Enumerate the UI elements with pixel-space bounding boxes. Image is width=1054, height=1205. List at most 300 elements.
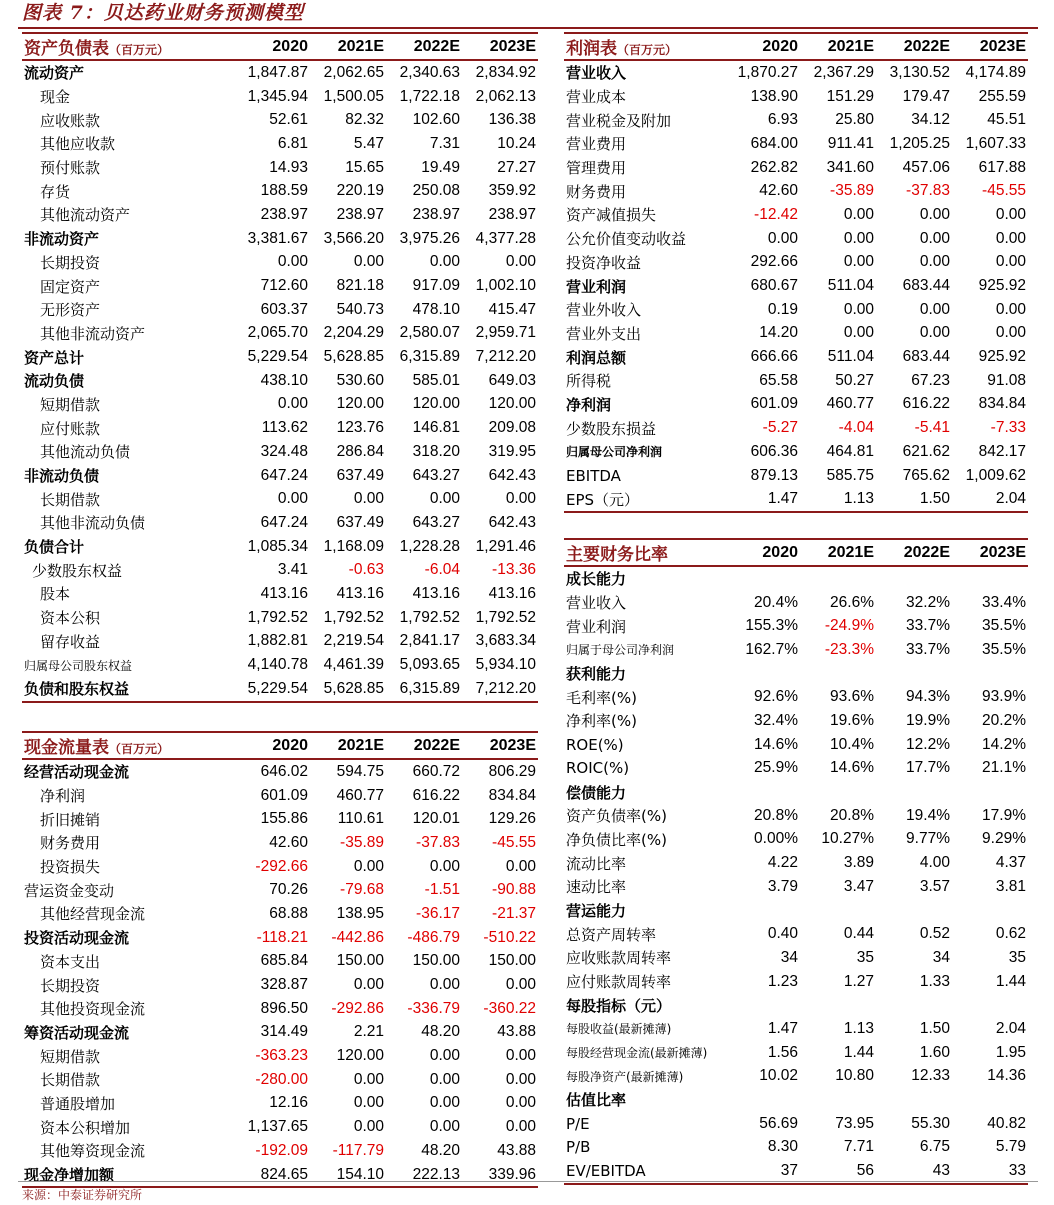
cell-value: 15.65 bbox=[345, 158, 384, 176]
table-row bbox=[564, 970, 1028, 994]
cell-value: 2.21 bbox=[353, 1023, 384, 1041]
table-row bbox=[22, 855, 538, 879]
cell-value: 14.6% bbox=[830, 759, 874, 777]
cell-value: 0.00 bbox=[919, 229, 950, 247]
year-header: 2020 bbox=[724, 33, 800, 60]
cell-value: 33 bbox=[952, 1159, 1028, 1184]
table-row bbox=[564, 227, 1028, 251]
table-row bbox=[564, 322, 1028, 346]
cell-value: 2.04 bbox=[952, 487, 1028, 512]
financial-ratios-table bbox=[564, 538, 1028, 1185]
cell-value bbox=[876, 662, 952, 686]
cell-value bbox=[800, 899, 876, 923]
cell-value: 1,500.05 bbox=[323, 87, 384, 105]
table-row bbox=[22, 558, 538, 582]
year-header: 2020 bbox=[234, 33, 310, 60]
cell-value: 209.08 bbox=[488, 419, 536, 437]
row-label: 营业外收入 bbox=[566, 301, 642, 320]
source-note: 来源：中泰证券研究所 bbox=[22, 1188, 143, 1202]
cell-value: 67.23 bbox=[911, 371, 950, 389]
cell-value: 43.88 bbox=[497, 1023, 536, 1041]
cell-value: 2,219.54 bbox=[323, 632, 384, 650]
cell-value: 154.10 bbox=[310, 1163, 386, 1188]
table-row bbox=[22, 535, 538, 559]
cell-value: 113.62 bbox=[261, 419, 308, 437]
table-row bbox=[564, 780, 1028, 804]
row-label: 营运资金变动 bbox=[24, 881, 115, 900]
cell-value: 7.71 bbox=[843, 1138, 874, 1156]
cell-value: 102.60 bbox=[412, 111, 460, 129]
cell-value bbox=[876, 993, 952, 1017]
cell-value: 1.50 bbox=[876, 487, 952, 512]
cell-value: 0.19 bbox=[767, 300, 798, 318]
year-header: 2023E bbox=[952, 33, 1028, 60]
cell-value bbox=[876, 899, 952, 923]
table-row bbox=[22, 973, 538, 997]
row-label: 长期投资 bbox=[40, 976, 101, 995]
cell-value: 925.92 bbox=[978, 277, 1026, 295]
row-label: 短期借款 bbox=[40, 395, 101, 414]
cell-value: 649.03 bbox=[488, 371, 536, 389]
cell-value: 286.84 bbox=[336, 442, 384, 460]
cell-value: 50.27 bbox=[835, 371, 874, 389]
row-label: 其他投资现金流 bbox=[40, 1000, 146, 1019]
row-label: 少数股东权益 bbox=[32, 561, 123, 580]
cell-value: 179.47 bbox=[902, 87, 950, 105]
table-row bbox=[564, 85, 1028, 109]
cell-value: 646.02 bbox=[260, 762, 308, 780]
table-row bbox=[22, 997, 538, 1021]
cell-value: 55.30 bbox=[911, 1114, 950, 1132]
cell-value: -79.68 bbox=[340, 881, 384, 899]
cell-value: 2,841.17 bbox=[399, 632, 460, 650]
row-label: 资产负债率(%) bbox=[566, 807, 667, 826]
cell-value: -13.36 bbox=[492, 561, 536, 579]
cell-value: 7,212.20 bbox=[462, 677, 538, 702]
cell-value: 0.00 bbox=[505, 857, 536, 875]
cell-value: -280.00 bbox=[255, 1070, 308, 1088]
cell-value: -37.83 bbox=[906, 182, 950, 200]
cell-value: 314.49 bbox=[260, 1023, 308, 1041]
row-label: 总资产周转率 bbox=[566, 925, 657, 944]
cell-value: 20.4% bbox=[754, 593, 798, 611]
cell-value: -360.22 bbox=[483, 999, 536, 1017]
cell-value: 73.95 bbox=[835, 1114, 874, 1132]
row-label: 每股经营现金流(最新摊薄) bbox=[566, 1046, 708, 1061]
row-label: 利润总额 bbox=[566, 348, 627, 367]
cell-value: 0.00 bbox=[505, 253, 536, 271]
cell-value: 1.60 bbox=[919, 1043, 950, 1061]
row-label: EV/EBITDA bbox=[564, 1159, 724, 1184]
cell-value: 2,062.13 bbox=[475, 87, 536, 105]
cell-value: -442.86 bbox=[331, 928, 384, 946]
year-header: 2022E bbox=[876, 539, 952, 566]
cell-value: 20.8% bbox=[754, 806, 798, 824]
cell-value: -292.86 bbox=[331, 999, 384, 1017]
cell-value: 0.00 bbox=[353, 1094, 384, 1112]
cell-value: 42.60 bbox=[269, 833, 308, 851]
cell-value: 10.02 bbox=[759, 1067, 798, 1085]
cell-value: 93.6% bbox=[830, 688, 874, 706]
cell-value: 92.6% bbox=[754, 688, 798, 706]
row-label: 营业收入 bbox=[566, 64, 627, 83]
table-row bbox=[564, 440, 1028, 464]
cell-value: 0.00 bbox=[843, 205, 874, 223]
cell-value: 616.22 bbox=[902, 395, 950, 413]
cell-value: 0.00 bbox=[353, 857, 384, 875]
unit-label: （百万元） bbox=[109, 742, 170, 756]
cell-value bbox=[876, 1088, 952, 1112]
row-label: 归属母公司净利润 bbox=[566, 445, 663, 460]
cell-value: 660.72 bbox=[412, 762, 460, 780]
cell-value: 464.81 bbox=[826, 442, 874, 460]
cell-value: 120.01 bbox=[412, 810, 460, 828]
table-row bbox=[22, 902, 538, 926]
cell-value: 20.2% bbox=[982, 711, 1026, 729]
cell-value: 1,882.81 bbox=[247, 632, 308, 650]
table-row bbox=[22, 606, 538, 630]
row-label: 每股净资产(最新摊薄) bbox=[566, 1069, 684, 1084]
row-label: 所得税 bbox=[566, 372, 612, 391]
table-row bbox=[22, 156, 538, 180]
year-header: 2020 bbox=[234, 732, 310, 759]
cell-value: -7.33 bbox=[990, 419, 1026, 437]
cell-value bbox=[800, 780, 876, 804]
row-label: 每股指标（元） bbox=[566, 996, 672, 1015]
cell-value: 1,792.52 bbox=[247, 608, 308, 626]
cell-value: 530.60 bbox=[336, 371, 384, 389]
table-row bbox=[564, 393, 1028, 417]
cell-value: 2,367.29 bbox=[813, 63, 874, 81]
cell-value: 0.00 bbox=[429, 490, 460, 508]
title-rule bbox=[18, 27, 1038, 29]
cell-value: -37.83 bbox=[416, 833, 460, 851]
row-label: 经营活动现金流 bbox=[24, 763, 130, 782]
cell-value: 65.58 bbox=[759, 371, 798, 389]
year-header: 2022E bbox=[876, 33, 952, 60]
cell-value: 91.08 bbox=[987, 371, 1026, 389]
cell-value: -6.04 bbox=[424, 561, 460, 579]
cell-value: 511.04 bbox=[827, 348, 874, 366]
cell-value: 1.13 bbox=[843, 1019, 874, 1037]
row-label: 股本 bbox=[40, 585, 71, 604]
table-row bbox=[22, 582, 538, 606]
table-row bbox=[564, 345, 1028, 369]
cell-value bbox=[952, 899, 1028, 923]
cell-value: 19.9% bbox=[906, 711, 950, 729]
cell-value: 341.60 bbox=[826, 158, 874, 176]
cell-value: 603.37 bbox=[260, 300, 308, 318]
cell-value: 842.17 bbox=[978, 442, 1026, 460]
cell-value: 4.00 bbox=[919, 854, 950, 872]
cell-value: 765.62 bbox=[902, 466, 950, 484]
cell-value: 585.01 bbox=[412, 371, 460, 389]
row-label: ROE(%) bbox=[566, 735, 624, 754]
table-row bbox=[22, 511, 538, 535]
cell-value: -363.23 bbox=[255, 1047, 308, 1065]
table-row bbox=[564, 899, 1028, 923]
cell-value: 4,140.78 bbox=[247, 656, 308, 674]
cell-value: 1,607.33 bbox=[965, 134, 1026, 152]
cell-value: 0.00 bbox=[995, 300, 1026, 318]
row-label: 其他流动资产 bbox=[40, 206, 131, 225]
cell-value: 238.97 bbox=[336, 205, 384, 223]
cell-value: 9.29% bbox=[982, 830, 1026, 848]
table-row bbox=[22, 950, 538, 974]
source-rule bbox=[18, 1181, 1038, 1182]
cell-value: 5.47 bbox=[353, 134, 384, 152]
table-row bbox=[564, 591, 1028, 615]
table-row bbox=[564, 298, 1028, 322]
cell-value: 0.00 bbox=[919, 253, 950, 271]
cell-value: -117.79 bbox=[332, 1141, 384, 1159]
cell-value: 821.18 bbox=[336, 277, 384, 295]
row-label: 现金 bbox=[40, 88, 71, 107]
cell-value: 1.95 bbox=[995, 1043, 1026, 1061]
cell-value: 9.77% bbox=[906, 830, 950, 848]
cell-value: 32.2% bbox=[906, 593, 950, 611]
table-row bbox=[22, 416, 538, 440]
cell-value: 0.00 bbox=[505, 1070, 536, 1088]
year-header: 2023E bbox=[952, 539, 1028, 566]
table-row bbox=[564, 251, 1028, 275]
table-row bbox=[564, 662, 1028, 686]
table-row bbox=[22, 1163, 538, 1188]
cell-value: 19.6% bbox=[830, 711, 874, 729]
cell-value: 1.44 bbox=[843, 1043, 874, 1061]
cell-value bbox=[724, 1088, 800, 1112]
cell-value: 438.10 bbox=[260, 371, 308, 389]
cell-value: 478.10 bbox=[412, 300, 460, 318]
table-row bbox=[564, 566, 1028, 591]
cell-value: 594.75 bbox=[336, 762, 384, 780]
cell-value: 1,345.94 bbox=[247, 87, 308, 105]
cell-value: 457.06 bbox=[902, 158, 950, 176]
table-row bbox=[564, 733, 1028, 757]
row-label: 筹资活动现金流 bbox=[24, 1023, 130, 1042]
cell-value: 7,212.20 bbox=[475, 348, 536, 366]
row-label: 留存收益 bbox=[40, 632, 101, 651]
table-row bbox=[22, 464, 538, 488]
table-row bbox=[564, 828, 1028, 852]
cell-value: 129.26 bbox=[488, 810, 536, 828]
row-label: 偿债能力 bbox=[566, 783, 627, 802]
cell-value: 911.41 bbox=[827, 134, 874, 152]
cell-value: 70.26 bbox=[269, 881, 308, 899]
cell-value: 3.41 bbox=[277, 561, 308, 579]
cell-value: 136.38 bbox=[488, 111, 536, 129]
cell-value: 318.20 bbox=[412, 442, 460, 460]
cell-value: 643.27 bbox=[412, 513, 460, 531]
row-label: 应付账款 bbox=[40, 419, 101, 438]
cell-value bbox=[724, 566, 800, 591]
cell-value: 3.81 bbox=[995, 877, 1026, 895]
cell-value: 1,792.52 bbox=[399, 608, 460, 626]
cell-value: 1,870.27 bbox=[737, 63, 798, 81]
cell-value: 5,229.54 bbox=[234, 677, 310, 702]
cell-value: 151.29 bbox=[826, 87, 874, 105]
cell-value: 2,340.63 bbox=[399, 63, 460, 81]
row-label: 其他非流动资产 bbox=[40, 324, 146, 343]
cell-value: 3,975.26 bbox=[399, 229, 460, 247]
cell-value: 35.5% bbox=[982, 640, 1026, 658]
cell-value: 255.59 bbox=[978, 87, 1026, 105]
row-label: 其他经营现金流 bbox=[40, 905, 146, 924]
cell-value: 19.4% bbox=[906, 806, 950, 824]
cell-value: 48.20 bbox=[421, 1141, 460, 1159]
cell-value: 32.4% bbox=[754, 711, 798, 729]
row-label: 公允价值变动收益 bbox=[566, 230, 687, 249]
cell-value: 684.00 bbox=[750, 134, 798, 152]
cell-value: 0.00 bbox=[505, 1094, 536, 1112]
table-row bbox=[22, 108, 538, 132]
row-label: 折旧摊销 bbox=[40, 810, 101, 829]
cell-value: 0.00 bbox=[505, 490, 536, 508]
income-statement-table bbox=[564, 32, 1028, 513]
cell-value: 12.2% bbox=[906, 735, 950, 753]
cell-value: 1,722.18 bbox=[399, 87, 460, 105]
cell-value: 0.52 bbox=[919, 925, 950, 943]
cell-value: 2.04 bbox=[995, 1019, 1026, 1037]
cell-value: 0.00 bbox=[505, 1118, 536, 1136]
cell-value: 14.2% bbox=[982, 735, 1026, 753]
table-row bbox=[22, 926, 538, 950]
cell-value: 2,834.92 bbox=[475, 63, 536, 81]
cell-value: 683.44 bbox=[902, 277, 950, 295]
cell-value: 0.00 bbox=[353, 490, 384, 508]
cell-value: 6,315.89 bbox=[386, 677, 462, 702]
table-row bbox=[22, 784, 538, 808]
table-row bbox=[22, 1139, 538, 1163]
table-row bbox=[22, 878, 538, 902]
cell-value: -12.42 bbox=[754, 205, 798, 223]
cell-value: 806.29 bbox=[488, 762, 536, 780]
table-row bbox=[22, 1044, 538, 1068]
row-label: 估值比率 bbox=[566, 1091, 627, 1110]
year-header: 2021E bbox=[310, 732, 386, 759]
cell-value: 17.7% bbox=[906, 759, 950, 777]
row-label: 预付账款 bbox=[40, 159, 101, 178]
cell-value: 14.20 bbox=[759, 324, 798, 342]
cell-value: -5.41 bbox=[914, 419, 950, 437]
cell-value: 250.08 bbox=[412, 182, 460, 200]
cell-value: 7.31 bbox=[429, 134, 460, 152]
cell-value: 621.62 bbox=[902, 442, 950, 460]
table-row bbox=[22, 345, 538, 369]
table-row bbox=[564, 638, 1028, 662]
cell-value: -1.51 bbox=[424, 881, 460, 899]
cell-value: 21.1% bbox=[982, 759, 1026, 777]
cell-value: 0.00 bbox=[843, 300, 874, 318]
year-header: 2022E bbox=[386, 732, 462, 759]
row-label: 归属母公司股东权益 bbox=[24, 658, 133, 673]
cell-value: 34 bbox=[780, 948, 798, 966]
row-label: 获利能力 bbox=[566, 665, 627, 684]
table-title: 资产负债表 bbox=[24, 39, 109, 59]
cell-value: 120.00 bbox=[336, 1047, 384, 1065]
cell-value: 238.97 bbox=[412, 205, 460, 223]
cell-value: 42.60 bbox=[759, 182, 798, 200]
cell-value: 460.77 bbox=[336, 786, 384, 804]
table-row bbox=[564, 1041, 1028, 1065]
table-row bbox=[564, 875, 1028, 899]
cell-value bbox=[724, 993, 800, 1017]
cell-value: 460.77 bbox=[826, 395, 874, 413]
cell-value: 0.00 bbox=[429, 1070, 460, 1088]
table-row bbox=[22, 85, 538, 109]
cell-value: 4,377.28 bbox=[475, 229, 536, 247]
cell-value: 1,002.10 bbox=[475, 277, 536, 295]
cell-value bbox=[800, 1088, 876, 1112]
cell-value: 585.75 bbox=[826, 466, 874, 484]
cell-value: 511.04 bbox=[827, 277, 874, 295]
table-row bbox=[22, 1092, 538, 1116]
cell-value: 5,628.85 bbox=[323, 348, 384, 366]
cell-value: 10.27% bbox=[821, 830, 874, 848]
row-label: 净利率(%) bbox=[566, 712, 637, 731]
table-row bbox=[22, 322, 538, 346]
cell-value: -4.04 bbox=[838, 419, 874, 437]
cell-value: 1,228.28 bbox=[399, 537, 460, 555]
cell-value: 1.50 bbox=[919, 1019, 950, 1037]
cell-value: 637.49 bbox=[336, 513, 384, 531]
table-row bbox=[564, 804, 1028, 828]
cell-value: 33.7% bbox=[906, 617, 950, 635]
cell-value bbox=[724, 780, 800, 804]
cell-value: 0.40 bbox=[767, 925, 798, 943]
cell-value: 33.7% bbox=[906, 640, 950, 658]
cell-value: 155.86 bbox=[260, 810, 308, 828]
cell-value bbox=[800, 662, 876, 686]
cell-value: 1.56 bbox=[767, 1043, 798, 1061]
row-label: 长期借款 bbox=[40, 1071, 101, 1090]
row-label: 营运能力 bbox=[566, 901, 627, 920]
cell-value: 0.00 bbox=[277, 490, 308, 508]
row-label: 流动资产 bbox=[24, 64, 85, 83]
cell-value: 1.44 bbox=[995, 972, 1026, 990]
unit-label: （百万元） bbox=[109, 43, 170, 57]
cell-value: 6.75 bbox=[919, 1138, 950, 1156]
cell-value: 319.95 bbox=[488, 442, 536, 460]
cell-value: 1.27 bbox=[843, 972, 874, 990]
row-label: 资产总计 bbox=[24, 348, 85, 367]
cell-value: 155.3% bbox=[745, 617, 798, 635]
cell-value: 0.00 bbox=[995, 205, 1026, 223]
cell-value: 1,085.34 bbox=[247, 537, 308, 555]
cell-value: 834.84 bbox=[978, 395, 1026, 413]
cell-value: 824.65 bbox=[234, 1163, 310, 1188]
cell-value: 647.24 bbox=[260, 513, 308, 531]
cell-value: -45.55 bbox=[492, 833, 536, 851]
cell-value: 14.36 bbox=[987, 1067, 1026, 1085]
cell-value: 34 bbox=[932, 948, 950, 966]
cell-value: 2,959.71 bbox=[475, 324, 536, 342]
cell-value: 162.7% bbox=[745, 640, 798, 658]
cell-value: -510.22 bbox=[483, 928, 536, 946]
row-label: 营业利润 bbox=[566, 617, 627, 636]
row-label: 负债合计 bbox=[24, 538, 85, 557]
cell-value: 834.84 bbox=[488, 786, 536, 804]
row-label: 资本公积 bbox=[40, 609, 101, 628]
row-label: 归属于母公司净利润 bbox=[566, 643, 675, 658]
cell-value: 0.00 bbox=[429, 1118, 460, 1136]
cell-value: 138.95 bbox=[336, 904, 384, 922]
year-header: 2023E bbox=[462, 33, 538, 60]
cell-value bbox=[952, 566, 1028, 591]
cell-value: 120.00 bbox=[336, 395, 384, 413]
balance-sheet-table bbox=[22, 32, 538, 703]
cell-value: 1.23 bbox=[767, 972, 798, 990]
